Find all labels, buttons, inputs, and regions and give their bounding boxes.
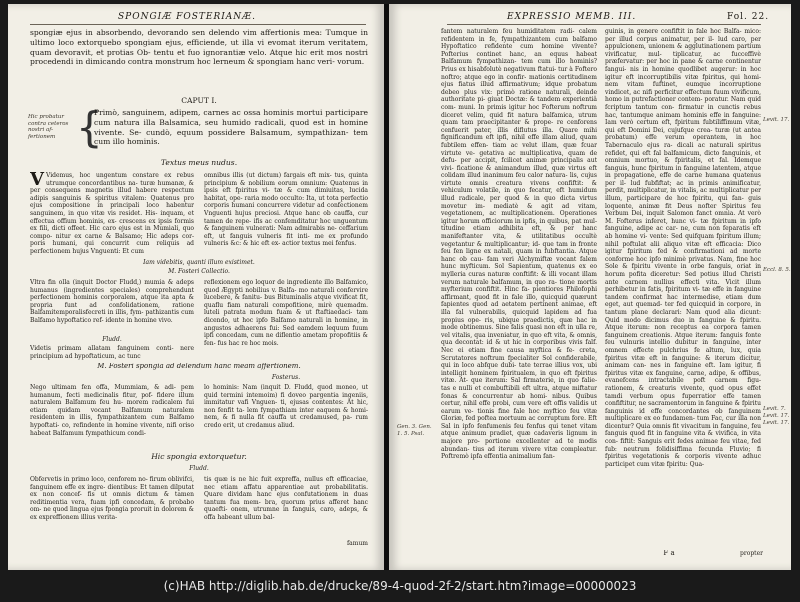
col2-para4: lo hominis: Nam (inquit D. Fludd, quod moneo, ut quid termini intemoim) fi doveo pargentia ingeniis, immitatur vafi Vnguen- ti, ejusas contentes: At hic, non fenfit ta- lem fympathiam inter eaquem & homi- nem, & fi nulla fit cauffa ut credamused, pa- rum credo erit, ut credamus aliud. bbox=[204, 384, 368, 429]
right-page bbox=[389, 4, 791, 570]
header-rule bbox=[30, 24, 366, 25]
col1-para2: Vltra fin olla (inquit Doctor Fludd,) mumia & adeps humanus (ingredientes speciales) comprehendunt perfectionem hominis corporalem, atque ita apta & propria funt ad confolidationem, ratione Balfamitemporalisfecreti in illis, fym- pathizantis cum Balfamo hypoftatico ref- idente in homine vivo. bbox=[30, 279, 194, 324]
margin-ref-4: Levit. 17. bbox=[763, 413, 790, 419]
signature-mark: F a bbox=[663, 550, 675, 557]
drop-cap: V bbox=[30, 172, 44, 190]
italic-line: Iam videbitis, quanti illum existimet. bbox=[143, 259, 255, 266]
section-spongia: M. Fosteri spongia ad delendum hanc meam affertionem. bbox=[97, 363, 301, 370]
col2-para5: tis quæ is ne hic fuit expreffa, nullus eft efficaciae, nec etiam affatu apparentiae aut probabilitatis. Quare dividam hanc ejus confutationem in duas tantum fua mem- bra, quorum prius afferet hanc quaefti- onem, utrumne in fanguis, caro, adeps, & offa habeant ullum bal- bbox=[204, 476, 368, 521]
section-collectio: M. Fosteri Collectio. bbox=[168, 268, 230, 275]
right-left-margin-note: Gen. 3. Gen. 1. 5. Psal. bbox=[397, 424, 432, 437]
text-subtitle: Textus meus nudus. bbox=[160, 158, 238, 167]
catchword-right: propter bbox=[740, 550, 763, 557]
chapter-heading: CAPUT I. bbox=[181, 96, 217, 105]
left-page bbox=[8, 4, 384, 570]
col1-para1 bbox=[30, 172, 194, 258]
margin-ref-2: Eccl. 8. 5. bbox=[763, 267, 791, 273]
margin-ref-3: Levit. 7. bbox=[763, 406, 786, 412]
col1-para4: Nego ultimam fen offa, Mummiam, & adi- pem humanum, fecti medicinalis fitur, pof- fidere illum naturalem Balfamum feu hu- morem radicalem fui etiam quidam vocant Balfamum naturalem residentem in illis, fympathizantem cum Balfamo hypoftati- co, refindente in homine vivente, nifi oriso habeat Balfamum fympathicum condi- bbox=[30, 384, 194, 437]
header-rule-right bbox=[447, 24, 761, 25]
left-running-header: SPONGIÆ FOSTERIANÆ. bbox=[118, 12, 257, 22]
section-extorquetur: Hic spongia extorquetur. bbox=[151, 452, 247, 461]
col2-para2: reflexionem ego loquor de ingrediente illo Balfamico, quod Ægypti nobilius v. Balfa- mo naturali confervire lucebere, & fanitu- bus Bituminalis atque vivificat fit, quaflu fiam naturali compofitione, mirè quemadm. luteli patrata modum fuam & ut ftaftiaedaci- tam dicendo, ut hoc ipfo Balfamo naturali in homine, in angustos adhaerens fui: Sed eamdem lequum fuum ipfi concedam, cum ne diflentio ametam propofitiis & fen- fus hac re hoc mois. bbox=[204, 279, 368, 347]
brace-text: Primò, sanguinem, adipem, carnes ac ossa hominis mortui participare cum natura illa Balsamica, seu humido radicali, quod est in homine vivente. Se- cundò, equum possidere Balsamum, sympathizan- tem cum illo hominis. bbox=[94, 108, 368, 147]
col2-para1: omnibus illis (ut dictum) fargais eft mix- tus, quinta principium & nobilium eorum omnium: Quatenus in ipsis eft fpiritus vi- tæ & cum dimiuitas, lucida habitat, ope- raria modo occulto: Ita, ut tota perfectio corporis humani concurrere videtur ad confectionem Vnguenti hujus preciosi. Atque hanc ob cauffa, cur tamen de repe- ifis ac confemditatur hoc unguentum & fanguinem vulnerati: Nam admirabis ne- ceffarium eft, ut fanguis vulneris fit inti- me ex profundo vulneris &c: & hic eft ex- actior textus mei fenfus. bbox=[204, 172, 368, 248]
margin-note: Hic probatur contra ceteros nostri af- fertionem bbox=[28, 114, 69, 140]
catchword-left: famum bbox=[346, 540, 368, 547]
brace-glyph: { bbox=[76, 103, 103, 152]
folio-number: Fol. 22. bbox=[727, 12, 770, 22]
label-fludd-1: Fludd. bbox=[102, 336, 122, 343]
copyright-footer: (c)HAB http://diglib.hab.de/drucke/89-4-quod-2f-2/start.htm?image=00000023 bbox=[0, 570, 800, 602]
intro-paragraph: spongiæ ejus in absorbendo, devorando sen delendo vim affertionis mea: Tumque in ultimo loco extorquebo spongiam ejus, efficiende, ut illa vi evomat iterum veritatem, quam devoravit, et protias Ob- tentu et fuo ignorantiæ velo. Atque hic erit mos nostri procedendi in dimicando contra monstrum hoc lerneum & spongiam hanc veri- vorum. bbox=[30, 28, 368, 67]
col1-para3: Videtis primam allatam fanguinem conti- nere principium ad hypoftaticum, ac tunc bbox=[30, 345, 194, 360]
right-col1: fantem naturalem feu humiditatem radi- calem refidentem in fe, fympathizantem cum balfamo Hypoftatico refidente cum homine vivente? Pofterius continet hanc, an equus habeat Balfamum fympathizan- tem cum illo hominis? Prius ex hisabfolutè negativum ftatui- tur à Foftero noftro; atque ego in confir- mationis certitudinem ejus fiatus illud affirmativum; idque probatum debeo plus vix: primò ratione naturali, deinde authoritate pi- giuat Doctæ: & tandem experientiâ com- muni. In primis igitur hoc Fofterum noftrum diceret velim, quid fit natura balfamica, utrum quam tam praecipitanter & prope- re cenforens cenfuerit pater, illis diflutus illa. Quare mihi fignificandum eft ipfi, nihil effe illam aliud, quam fubtilem effen- tiam ac velut illam, quæ fcuar virtute ve- getativa ac multiplicativa, quam de defu- per accipit, fcilicet animæ principalis aut vivi- ficatione & animandum illud, quæ virtus eft colidam illud inanimum feu calor natura- lis, cujus virtute omnis creatura vivens confiftit: & vehiculum volatile, in quo fecatur, eft humidum illud radicale, per quod & in quo dicta virtus movetur im- mediatè & agit ad vitam, vegetationem, ac multiplicationem. Operationes igitur horum officiorum in ipfis, in quibus, pat mul- titudine etiam adhibita eft, & per hanc manifeftanter vita, & utilitatibus occultè vegetantur & multiplicantur; id- que tam in fronte feu fen ligne ex natali, quam in fubftantia. Atque hanc ob cau- fam veri Alchymiftæ vocant falem hunc myfticum. Sol Sapientum, quatenus ex eo mylleria curas naturæ conftifit: & illi vocant illam verum naturale balfamum, in quo ra- tione mortis myfterium confiftit. Hinc fa- pientiores Philofophi affirmant, quod fit in fale illo, quicquid quærunt fapientes quod ad aetatem pertinent animae, eft illa fal vulnerabilis, quicquid lapidem ad fua propius ope- ris, ubique praedictis, quæ hac in mode obtinemus. Sine falis quasi non eft in ulla re, vel vitalis, qua inveniatur, in quo eft vita, & omnis, qua decontat: id & ut hic in corporibus vivis falf. Nec ei etiam fine causa myftica & fe- creta, Scrutatores noftrum fpecialiter Sol confiderabile, qui in loco abfque dubi- tate terrae illius vox, ubi intelligit hominem fpiritualem, in quo eft fpiritus vitæ. At- que iterum: Sal firmaterie, in quo falie- tas e nulli et combuftibili eft ultra, atque miftatur fonas & concurrentur ab homi- nibus. Quibus certur, nihil effe probi, cum vere eft offis validis ut earum ve- tionis fine fale hoc myftico feu vitæ Gloriæ, fed poftea mortuum ac corruptum fore. Eft Sal in ipfo fenfumenis feu fenfus qui tenet vitam atque animum pradiet, quæ cadaveris lignum in majore pro- portione excellenter ad te modis abundan- tius ad iterum vivere vitæ compleatur. Poftremò ipfa effentia animalium fan- bbox=[441, 28, 597, 461]
col1-para5: Obfervetis in primo loco, cenforem no- firum oblivifci, fanguinem effe ex ingre- dientibus: Et tamen dilputat ex non concef- fis ut omnis dictum & tamen reditimentia vera, fuam ipfi concedam, & probabo om- ne quod lingua ejus fpongia proruit in dolorem & ex expreffionem illius verita- bbox=[30, 476, 194, 521]
margin-ref-5: Levit. 17. bbox=[763, 420, 790, 426]
right-col2: guinis, in genere confiftit in fale hoc Balfa- mico: per illud corpus animatur, per il- lud caro, per appulcionem, unionem & agglutinationem partium vivificatur, mul- tiplicatur, ac fucceffivè præfervatur: per hoc in pane & carne continentur fangui- nis in homine quodlibet augerur: in hoc igitur eft incorruptibilis vitæ fpiritus, qui homi- nem vitam fuftinet, eumque incorruptione vindicet, ac nifi perficitur effectum fuum vivificum, homo in putrefactioner contem- poratur. Nam quid fcriptum tantum con- firmatur in cunctis rebus hac, tantumque animam hominis effe in fanguine: Iam verò certum eft, fpiritum fubtiliffimum vitæ, qui eft Domini Dei, cujufque crea- turæ (ut antea probatum) effe verum operantem, in hoc Tabernaculo ejus ra- dicali ac naturali spiritus refidet, qui eft fal balfamicum, dicto fanguinis, et omnium mortuo, & fpiritalis, et fal. Idemque fanguis, hunc fpiritum in fanguine latentem, atque in propagatione, effe de carne humana quatenus per il- lud fubfiftat; ac in primis animificatur, perdit, multiplicatur, in vitalis, ac multiplicatur per illum, participare de hoc fpiritu, qui fan- guis loquente, animæ fit Deus nofter Spiritus feu Verbum Dei, inquit Salomon fanct omnia. At verò M. Fofterus inferet, hunc vi- tæ fpiritum in ipfo fanguine, adipe ac car- ne, cum non feparatis eft ab homine vi- vente: Sed quifquam fpiritum illum; nihil poftulat alii aliquo vitæ eft efficacia: Dico igitur fpiritum fed & confirmationi ad morte conforme hoc ipfo minimè privatus. Nam, fine hoc Sole & fpiritu vivente in orbe fanguis, oriat in horum pofita diceretur: Sed potius illud Christi ante carnem nullius effecti vita. Vicit illum perhibetur in fatis, fpiritum vi- tæ effe in fanguine tandem confirmat hac intermedise, etiam dum eget, aut quemad- ter fed quicquid in corpore, in tantum plane declarari: Nam quod alia dicunt: Quid modo dicimus duo in fanguine & fpiritu. Atque iterum: non receptus ea corpora tamen fanguinem creationis. Atque iterum: fanguis fonte feu vulnuris intellio dubitur in fanguine, inter omnem effecte pulchrius fe altum, lux, quia fpiritus vitæ eft in fanguine: & iterum dicitur, animam can- nes in fanguine eft. Iam igitur, fi fpiritus vitæ ex fanguine, carne, adipe, & offibus, evanefcens intractabile poft carnem figu- rationem, & creaturis vivente, quod opus effet tamdi verbum opus fuperratior effe tamen confiftitur, ne sacramentorum in fanguine & fpiritu fanguinis id effe concordantes ob fanguinem multiplicare ex eo fundamen- tum Fac, cur illa non dicentur? Quia omnis fit vivacitum in fanguine, feu fanguis quod fit in fanguine vita & vivifica, in vita con- fiftit: Sanguis erit fedes animae feu vitae, fed fub: neutrum folidisiffima fecunda Fluvio; fi fpiritus vegetationis & corporis vivente adhuc participet cum vitæ fpiritu: Qua- bbox=[605, 28, 761, 468]
right-running-header: EXPRESSIO MEMB. III. bbox=[507, 12, 637, 22]
label-fludd-2: Fludd. bbox=[189, 465, 209, 472]
col1-para1-text: Videmus, hoc ungentum constare ex rebus utrumque concordantibus na- turæ humanæ, & per consequens magnetis illud habere respectum adipis sanguinis & spiritus vitalem: Quatenus pro ejus compositione in principali loco habentur sanguinem, in quo vitæ vis residet. His- inquam, et effectua offium hominis, ex- crescens ex ipsis formis ex fili, dicti offeet. Hic caro ejus est in Mumiali, quo compo- nitur ex carne & Balsamo; Hic adeps cor- poris humani, qui concurrit cum reliquis ad perfectionem hujus Vnguenti: Et cum bbox=[30, 172, 194, 255]
margin-ref-1: Levit. 17. bbox=[763, 117, 790, 123]
label-fosterus: Fosterus. bbox=[271, 374, 301, 381]
